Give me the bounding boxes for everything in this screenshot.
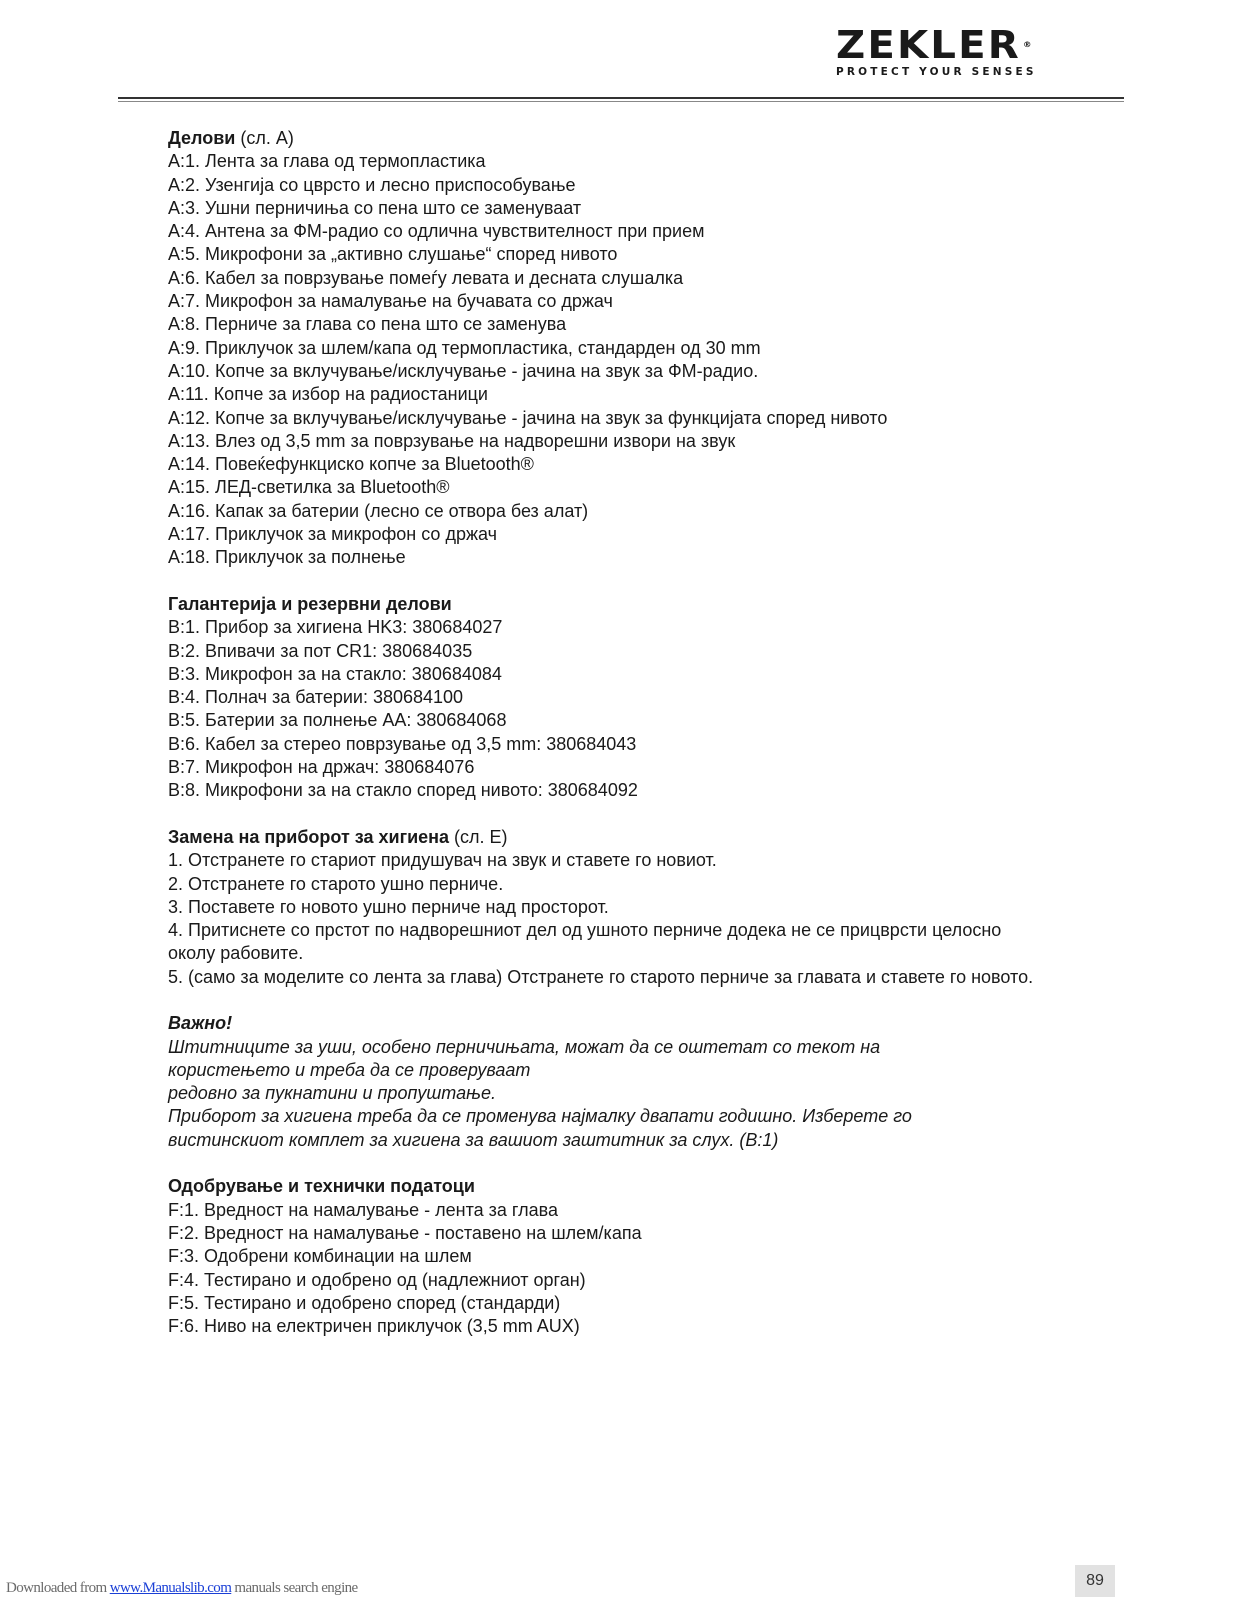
section-title-important: Важно!: [168, 1013, 233, 1034]
note-line: користењето и треба да се проверуваат: [168, 1059, 531, 1080]
list-item: F:3. Одобрени комбинации на шлем: [168, 1246, 472, 1267]
page-number: 89: [1075, 1565, 1115, 1597]
logo-tagline: PROTECT YOUR SENSES: [836, 66, 1037, 78]
list-item: B:5. Батерии за полнење АА: 380684068: [168, 710, 507, 731]
brand-logo: [836, 23, 1076, 78]
list-item: А:7. Микрофон за намалување на бучавата со држач: [168, 291, 613, 312]
list-item: 2. Отстранете го старото ушно перниче.: [168, 873, 504, 894]
list-item: околу рабовите.: [168, 943, 304, 964]
list-item: F:2. Вредност на намалување - поставено на шлем/капа: [168, 1222, 642, 1243]
list-item: F:4. Тестирано и одобрено од (надлежниот орган): [168, 1269, 586, 1290]
list-item: 5. (само за моделите со лента за глава) Отстранете го старото перниче за главата и ставете го новото.: [168, 966, 1034, 987]
list-item: А:6. Кабел за поврзување помеѓу левата и десната слушалка: [168, 267, 684, 288]
page-content: [168, 127, 1088, 1338]
footer-prefix: Downloaded from: [6, 1580, 110, 1596]
approval-list: [168, 1199, 1088, 1339]
list-item: 1. Отстранете го стариот придушувач на звук и ставете го новиот.: [168, 850, 717, 871]
list-item: А:2. Узенгија со цврсто и лесно приспособување: [168, 174, 576, 195]
note-line: редовно за пукнатини и пропуштање.: [168, 1083, 497, 1104]
list-item: B:8. Микрофони за на стакло според нивото: 380684092: [168, 780, 638, 801]
list-item: А:3. Ушни перничиња со пена што се заменуваат: [168, 197, 582, 218]
list-item: B:6. Кабел за стерео поврзување од 3,5 mm: 380684043: [168, 733, 637, 754]
list-item: B:1. Прибор за хигиена HK3: 380684027: [168, 617, 503, 638]
list-item: А:15. ЛЕД-светилка за Bluetooth®: [168, 477, 450, 498]
list-item: F:6. Ниво на електричен приклучок (3,5 mm AUX): [168, 1316, 580, 1337]
header-rule: [118, 97, 1124, 99]
note-line: Приборот за хигиена треба да се променува најмалку двапати годишно. Изберете го: [168, 1106, 912, 1127]
header-rule-thin: [118, 101, 1124, 102]
list-item: 3. Поставете го новото ушно перниче над просторот.: [168, 896, 609, 917]
list-item: А:16. Капак за батерии (лесно се отвора без алат): [168, 500, 589, 521]
section-title-accessories: Галантерија и резервни делови: [168, 593, 452, 614]
list-item: А:10. Копче за вклучување/исклучување - јачина на звук за ФМ-радио.: [168, 360, 759, 381]
list-item: А:17. Приклучок за микрофон со држач: [168, 524, 497, 545]
list-item: B:4. Полнач за батерии: 380684100: [168, 687, 464, 708]
list-item: B:3. Микрофон за на стакло: 380684084: [168, 663, 502, 684]
list-item: B:2. Впивачи за пот CR1: 380684035: [168, 640, 473, 661]
parts-list: [168, 150, 1088, 569]
list-item: F:5. Тестирано и одобрено според (стандарди): [168, 1292, 561, 1313]
accessories-list: [168, 616, 1088, 802]
section-title-hygiene: Замена на приборот за хигиена (сл. Е): [168, 826, 508, 847]
note-line: Штитниците за уши, особено перничињата, можат да се оштетат со текот на: [168, 1036, 881, 1057]
list-item: А:11. Копче за избор на радиостаници: [168, 384, 488, 405]
list-item: F:1. Вредност на намалување - лента за глава: [168, 1199, 558, 1220]
download-footer: [6, 1580, 358, 1597]
list-item: А:18. Приклучок за полнење: [168, 547, 406, 568]
hygiene-steps: [168, 849, 1088, 989]
list-item: 4. Притиснете со прстот по надворешниот дел од ушното перниче додека не се прицврсти целосно: [168, 920, 1002, 941]
list-item: А:12. Копче за вклучување/исклучување - јачина на звук за функцијата според нивото: [168, 407, 888, 428]
note-line: вистинскиот комплет за хигиена за вашиот заштитник за слух. (B:1): [168, 1129, 779, 1150]
section-title-approval: Одобрување и технички податоци: [168, 1176, 475, 1197]
list-item: А:5. Микрофони за „активно слушање“ според нивото: [168, 244, 618, 265]
list-item: А:14. Повеќефункциско копче за Bluetooth®: [168, 454, 534, 475]
list-item: А:13. Влез од 3,5 mm за поврзување на надворешни извори на звук: [168, 430, 736, 451]
list-item: А:9. Приклучок за шлем/капа од термопластика, стандарден од 30 mm: [168, 337, 761, 358]
list-item: А:8. Перниче за глава со пена што се заменува: [168, 314, 567, 335]
manualslib-link[interactable]: www.Manualslib.com: [109, 1580, 232, 1596]
list-item: А:1. Лента за глава од термопластика: [168, 151, 486, 172]
list-item: А:4. Антена за ФМ-радио со одлична чувствителност при прием: [168, 221, 705, 242]
important-note: [168, 1036, 1088, 1152]
list-item: B:7. Микрофон на држач: 380684076: [168, 757, 475, 778]
footer-suffix: manuals search engine: [231, 1580, 358, 1596]
section-title-parts: Делови (сл. А): [168, 128, 294, 148]
logo-wordmark: ZEKLER ®: [836, 23, 1034, 67]
